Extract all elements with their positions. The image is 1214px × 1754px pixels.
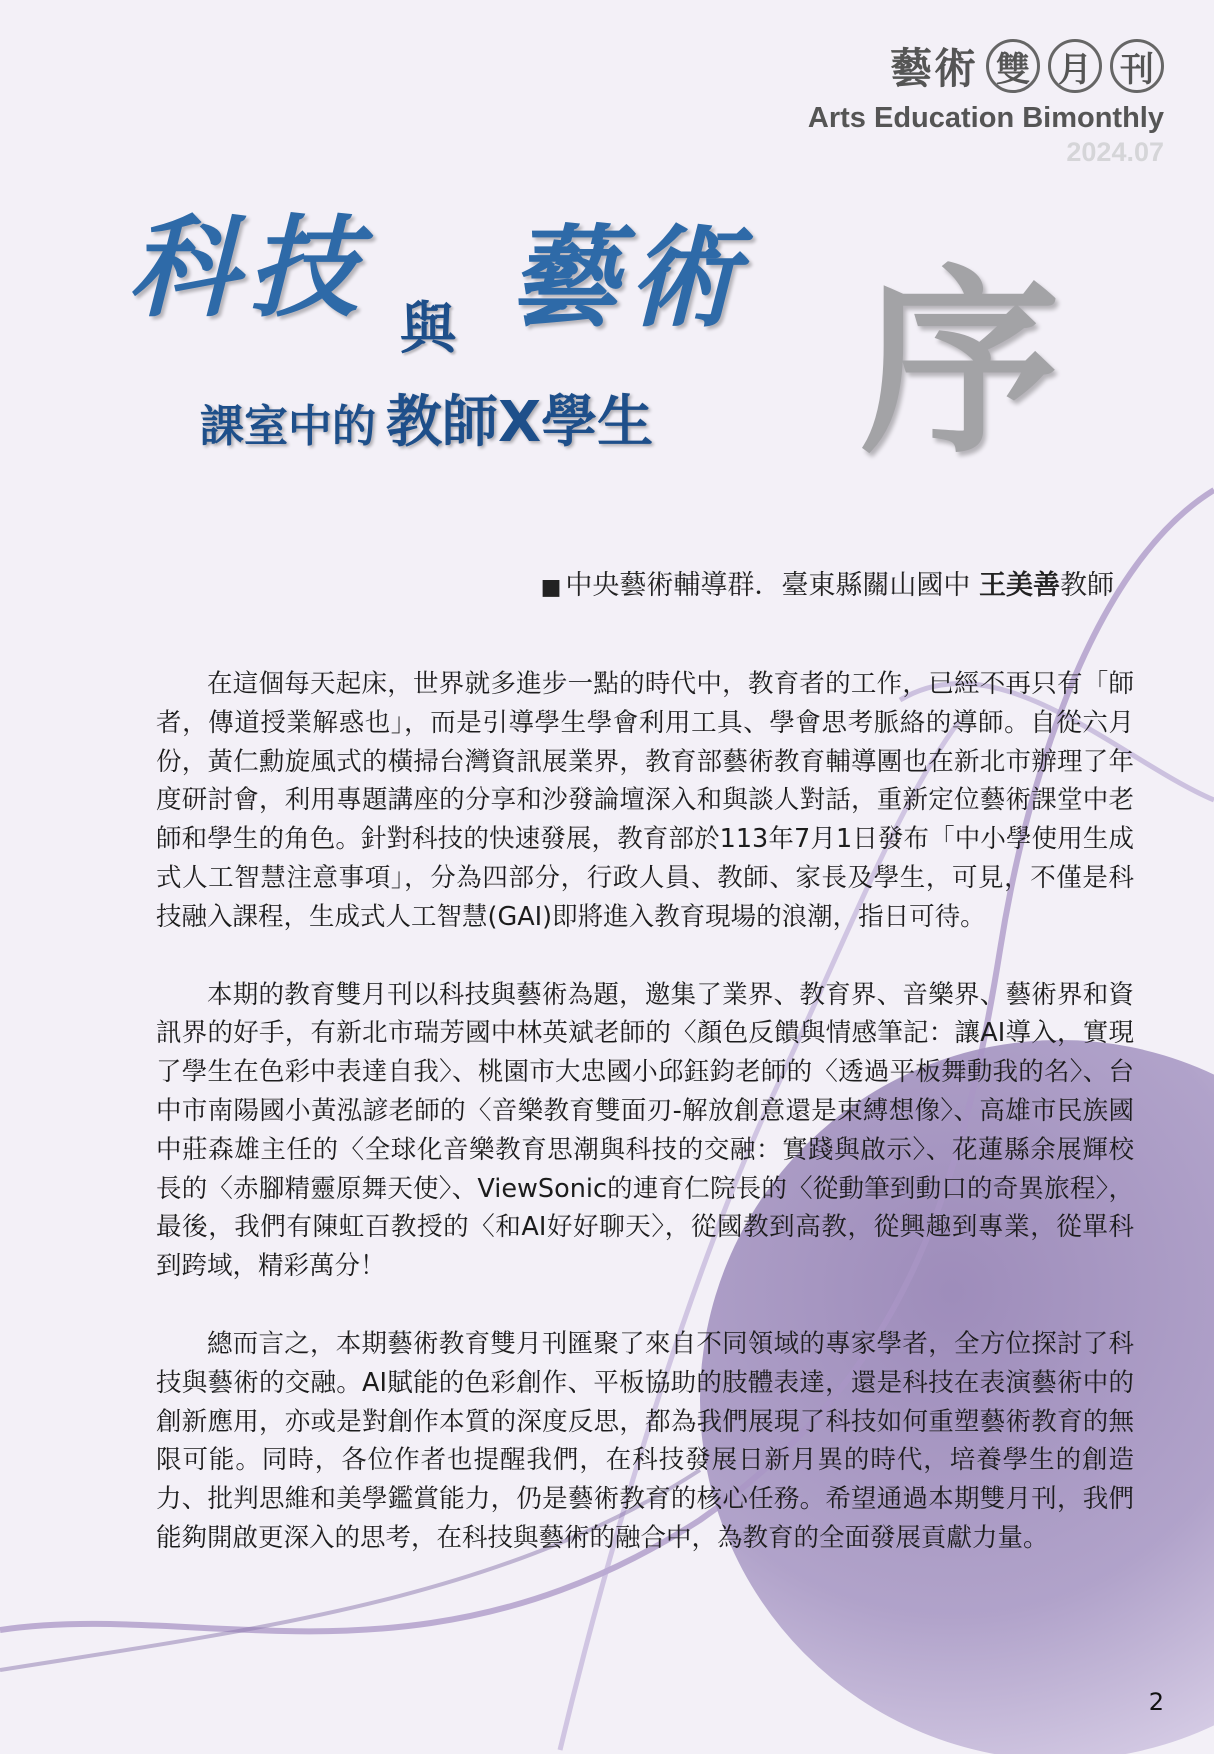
- title-conjunction: 與: [400, 297, 456, 362]
- author-byline: [541, 563, 1114, 602]
- brand-circle-3: 刊: [1110, 39, 1164, 93]
- bullet-square-icon: ■: [540, 575, 562, 600]
- brand-circle-1: 雙: [986, 39, 1040, 93]
- author-role: 教師: [1060, 570, 1114, 601]
- paragraph: 總而言之，本期藝術教育雙月刊匯聚了來自不同領域的專家學者，全方位探討了科技與藝術的交融。AI賦能的色彩創作、平板協助的肢體表達，還是科技在表演藝術中的創新應用，亦或是對創作本質的深度反思，都為我們展現了科技如何重塑藝術教育的無限可能。同時，各位作者也提醒我們，在科技發展日新月異的時代，培養學生的創造力、批判思維和美學鑑賞能力，仍是藝術教育的核心任務。希望通過本期雙月刊，我們能夠開啟更深入的思考，在科技與藝術的融合中，為教育的全面發展貢獻力量。: [156, 1328, 1134, 1553]
- brand-name-cn: 藝術: [889, 44, 978, 93]
- author-affiliation: 中央藝術輔導群．臺東縣關山國中: [565, 570, 971, 601]
- brand-circle-2: 月: [1048, 39, 1102, 93]
- subtitle-prefix: 課室中的: [200, 401, 376, 452]
- subtitle-main: 教師X學生: [386, 390, 654, 455]
- feature-subtitle: [200, 378, 653, 458]
- section-label-preface: 序: [860, 248, 1061, 481]
- masthead: [724, 36, 1164, 168]
- feature-title: [128, 180, 808, 460]
- paragraph: 本期的教育雙月刊以科技與藝術為題，邀集了業界、教育界、音樂界、藝術界和資訊界的好手，有新北市瑞芳國中林英斌老師的〈顏色反饋與情感筆記：讓AI導入，實現了學生在色彩中表達自我〉、桃園市大忠國小邱鈺鈞老師的〈透過平板舞動我的名〉、台中市南陽國小黃泓諺老師的〈音樂教育雙面刃-解放創意還是束縛想像〉、高雄市民族國中莊森雄主任的〈全球化音樂教育思潮與科技的交融：實踐與啟示〉、花蓮縣余展輝校長的〈赤腳精靈原舞天使〉、ViewSonic的連育仁院長的〈從動筆到動口的奇異旅程〉，最後，我們有陳虹百教授的〈和AI好好聊天〉，從國教到高教，從興趣到專業，從單科到跨域，精彩萬分！: [156, 979, 1134, 1282]
- article-body: [156, 665, 1134, 1597]
- brand-logo: [724, 36, 1164, 96]
- brand-name-en: Arts Education Bimonthly: [807, 102, 1164, 134]
- title-word-art: 藝術: [508, 213, 748, 342]
- author-name: 王美善: [979, 570, 1060, 601]
- paragraph: 在這個每天起床，世界就多進步一點的時代中，教育者的工作，已經不再只有「師者，傳道授業解惑也」，而是引導學生學會利用工具、學會思考脈絡的導師。自從六月份，黃仁勳旋風式的橫掃台灣資訊展業界，教育部藝術教育輔導團也在新北市辦理了年度研討會，利用專題講座的分享和沙發論壇深入和與談人對話，重新定位藝術課堂中老師和學生的角色。針對科技的快速發展，教育部於113年7月1日發布「中小學使用生成式人工智慧注意事項」，分為四部分，行政人員、教師、家長及學生，可見，不僅是科技融入課程，生成式人工智慧(GAI)即將進入教育現場的浪潮，指日可待。: [156, 669, 1134, 932]
- issue-date: 2024.07: [1066, 137, 1164, 167]
- page-number: 2: [1148, 1688, 1164, 1716]
- title-word-technology: 科技: [128, 203, 368, 332]
